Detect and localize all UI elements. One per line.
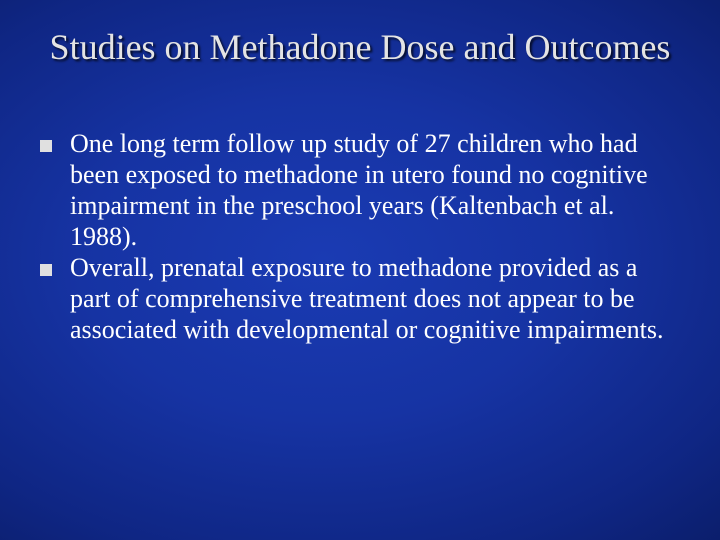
square-bullet-icon — [40, 140, 52, 152]
bullet-item — [40, 128, 680, 252]
slide-title: Studies on Methadone Dose and Outcomes — [49, 27, 671, 67]
bullet-list — [40, 128, 680, 345]
bullet-text: Overall, prenatal exposure to methadone provided as a part of comprehensive treatment does not appear to be associated with developmental or cognitive impairments. — [70, 253, 664, 344]
bullet-text: One long term follow up study of 27 children who had been exposed to methadone in utero found no cognitive impairment in the preschool years (Kaltenbach et al. 1988). — [70, 129, 648, 251]
bullet-item — [40, 252, 680, 345]
square-bullet-icon — [40, 264, 52, 276]
